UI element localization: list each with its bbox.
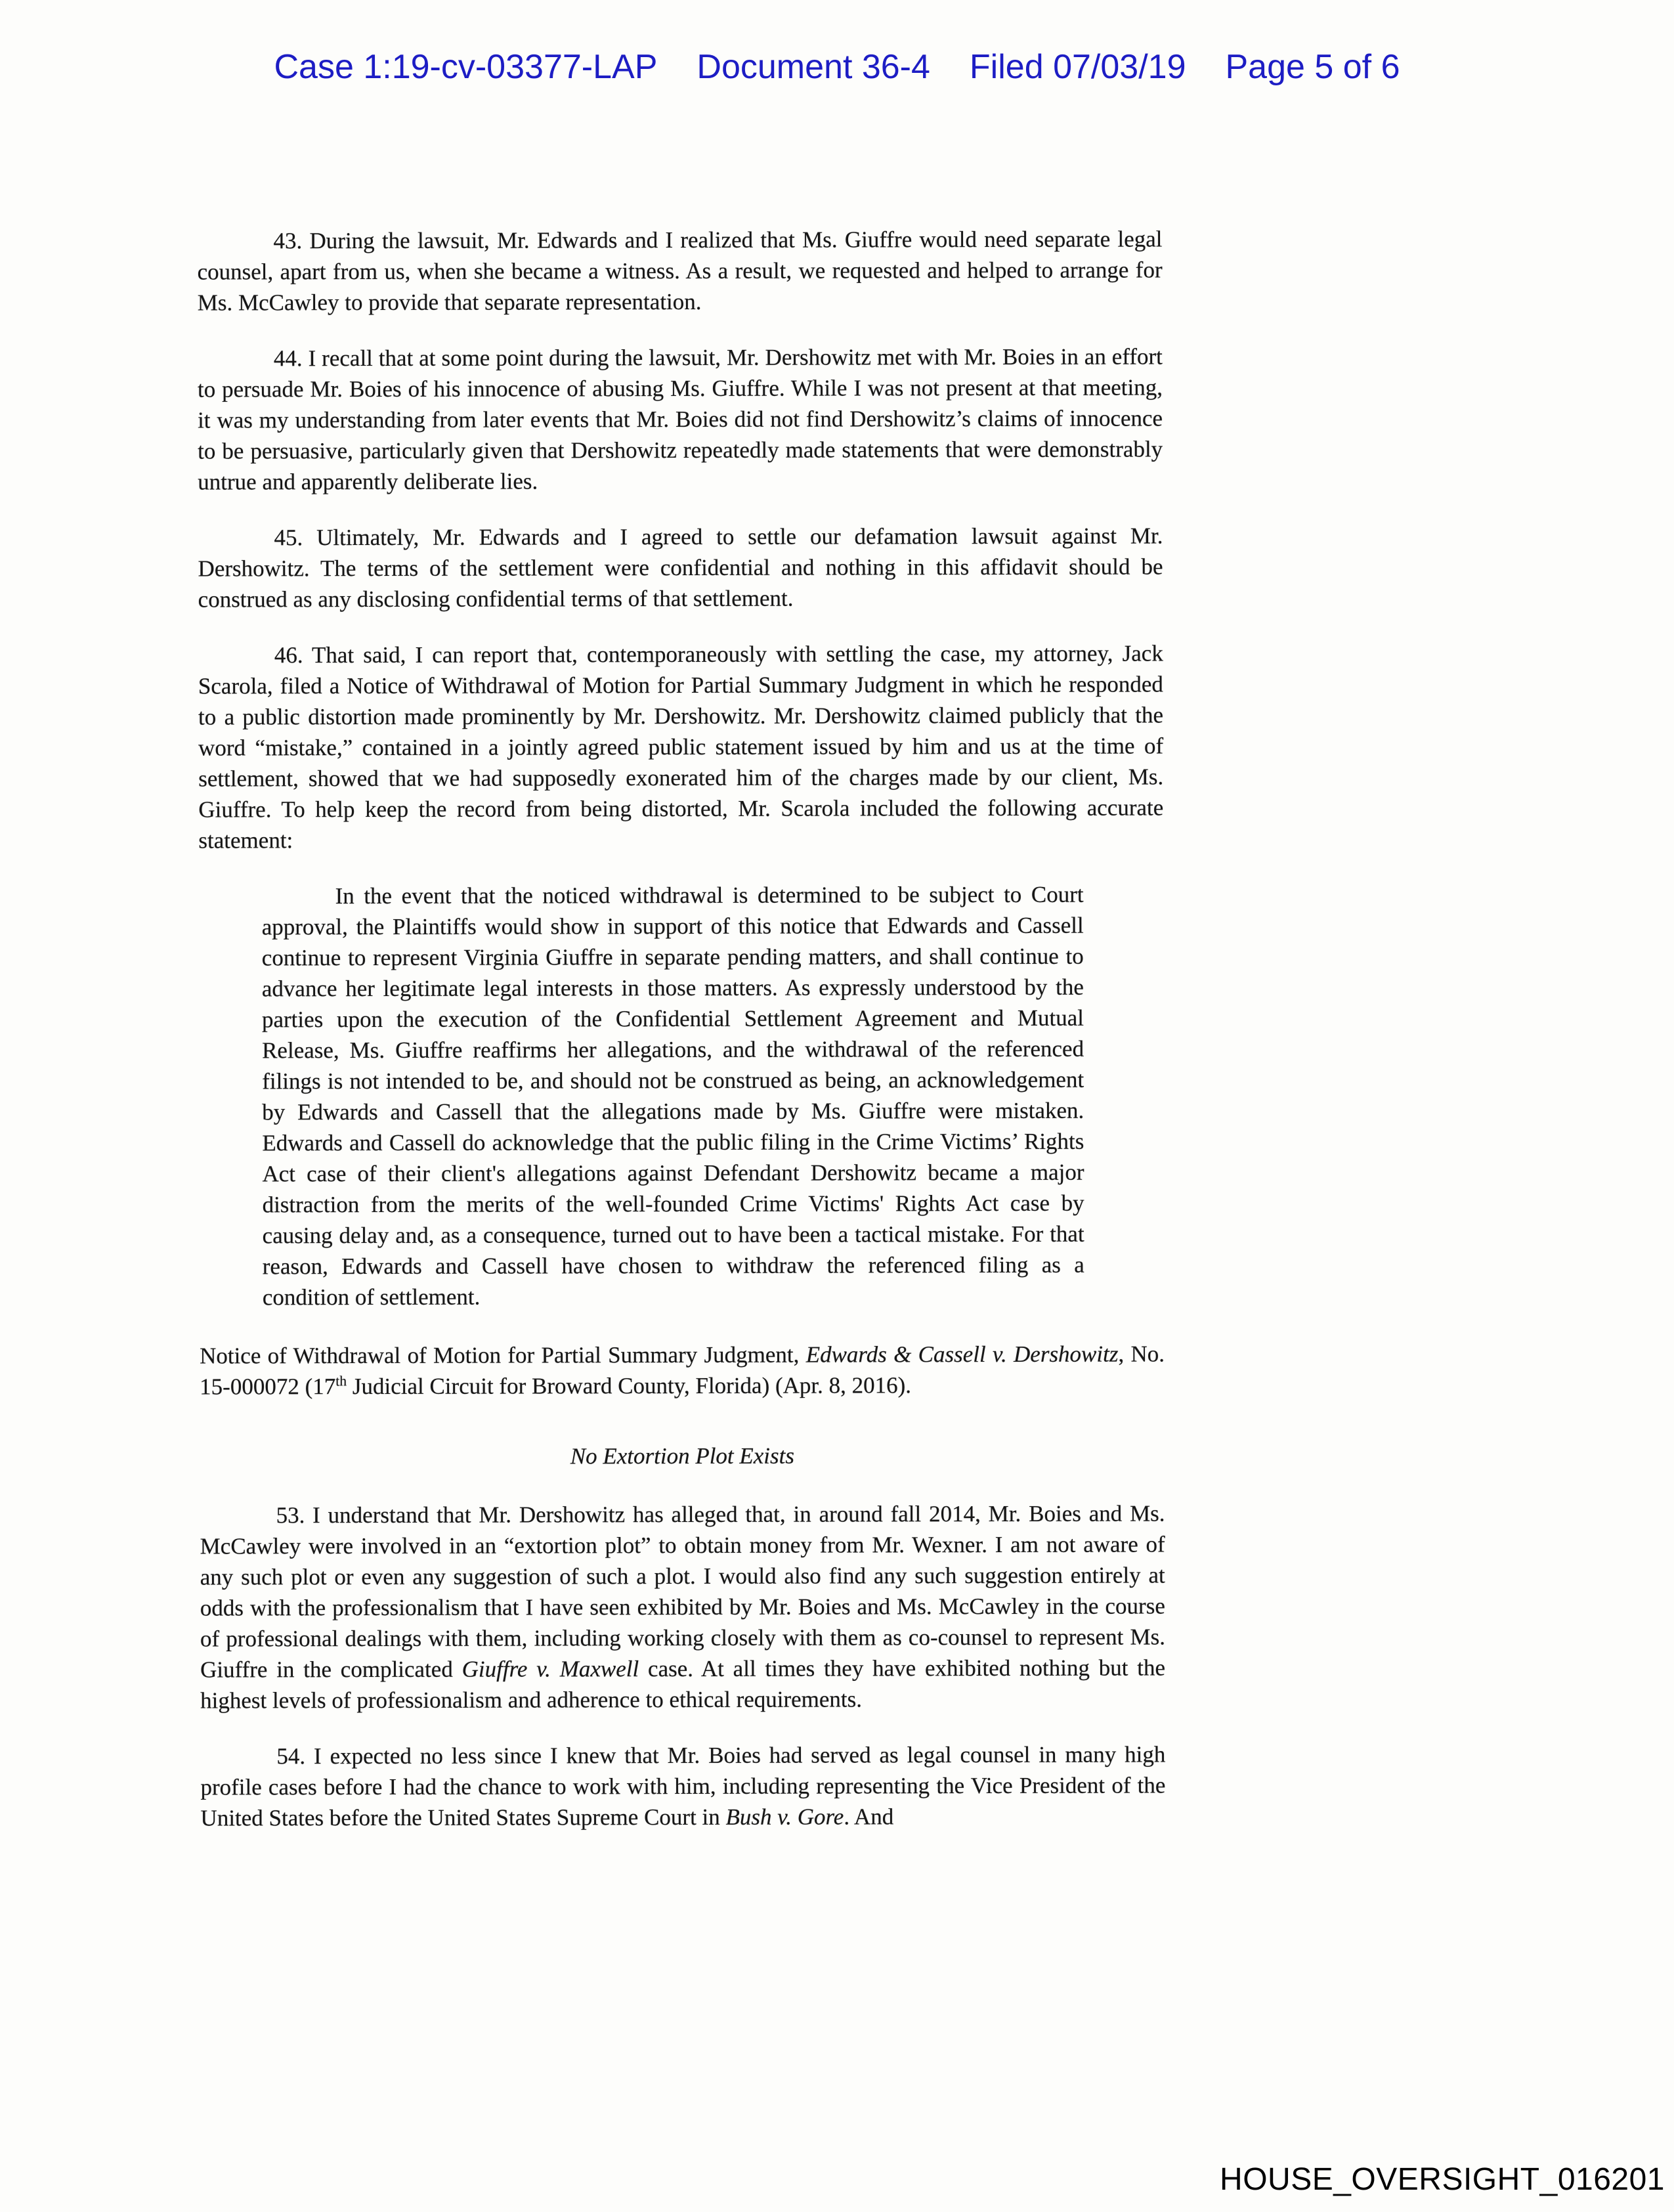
header-case-number: Case 1:19-cv-03377-LAP: [274, 48, 658, 86]
bates-number: HOUSE_OVERSIGHT_016201: [1220, 2162, 1665, 2197]
paragraph-46: 46. That said, I can report that, contemporaneously with settling the case, my attorney, Jack Scarola, filed a Notice of Withdrawal of Motion for Partial Summary Judgment in which he responded to a public distortion made prominently by Mr. Dershowitz. Mr. Dershowitz claimed publicly that the word “mistake,” contained in a jointly agreed public statement issued by him and us at the time of settlement, showed that we had supposedly exonerated him of the charges made by our client, Ms. Giuffre. To help keep the record from being distorted, Mr. Scarola included the following accurate statement:: [198, 640, 1164, 854]
header-document-number: Document 36-4: [697, 48, 930, 86]
paragraph-54-text: 54. I expected no less since I knew that Mr. Boies had served as legal counsel in many high profile cases before I had the chance to work with him, including representing the Vice President of the United States before the United States Supreme Court in: [200, 1741, 1166, 1831]
paragraph-45: 45. Ultimately, Mr. Edwards and I agreed to settle our defamation lawsuit against Mr. Dershowitz. The terms of the settlement were confidential and nothing in this affidavit should be construed as any disclosing confidential terms of that settlement.: [198, 523, 1163, 613]
bush-v-gore-case-name: Bush v. Gore: [725, 1804, 844, 1830]
affidavit-body: [197, 223, 1165, 1833]
paragraph-53-text: 53. I understand that Mr. Dershowitz has alleged that, in around fall 2014, Mr. Boies and Ms. McCawley were involved in an “extortion plot” to obtain money from Mr. Wexner. I am not aware of any such plot or even any suggestion of such a plot. I would also find any such suggestion entirely at odds with the professionalism that I have seen exhibited by Mr. Boies and Ms. McCawley in the course of professional dealings with them, including working closely with them as co-counsel to represent Ms. Giuffre in the complicated: [200, 1500, 1165, 1683]
paragraph-54: [200, 1739, 1165, 1833]
paragraph-44: 44. I recall that at some point during the lawsuit, Mr. Dershowitz met with Mr. Boies in an effort to persuade Mr. Boies of his innocence of abusing Ms. Giuffre. While I was not present at that meeting, it was my understanding from later events that Mr. Boies did not find Dershowitz’s claims of innocence to be persuasive, particularly given that Dershowitz repeatedly made statements that were demonstrably untrue and apparently deliberate lies.: [197, 343, 1163, 495]
paragraph-43: 43. During the lawsuit, Mr. Edwards and I realized that Ms. Giuffre would need separate legal counsel, apart from us, when she became a witness. As a result, we requested and helped to arrange for Ms. McCawley to provide that separate representation.: [197, 226, 1163, 316]
section-heading: No Extortion Plot Exists: [570, 1442, 795, 1469]
citation-case-name: Edwards & Cassell v. Dershowitz: [805, 1341, 1119, 1368]
citation-lead-text: Notice of Withdrawal of Motion for Partial Summary Judgment,: [200, 1341, 806, 1369]
paragraph-53-continued: case. At all times they have exhibited nothing but the highest levels of professionalism and adherence to ethical requirements.: [200, 1655, 1166, 1714]
giuffre-v-maxwell-case-name: Giuffre v. Maxwell: [461, 1656, 639, 1682]
settlement-statement-quote: In the event that the noticed withdrawal is determined to be subject to Court approval, the Plaintiffs would show in support of this notice that Edwards and Cassell continue to represent Virginia Giuffre in separate pending matters, and shall continue to advance her legitimate legal interests in those matters. As expressly understood by the parties upon the execution of the Confidential Settlement Agreement and Mutual Release, Ms. Giuffre reaffirms her allegations, and the withdrawal of the referenced filings is not intended to be, and should not be construed as being, an acknowledgement by Edwards and Cassell that the allegations made by Ms. Giuffre were mistaken. Edwards and Cassell do acknowledge that the public filing in the Crime Victims’ Rights Act case of their client's allegations against Defendant Dershowitz became a major distraction from the merits of the well-founded Crime Victims' Rights Act case by causing delay and, as a consequence, turned out to have been a tactical mistake. For that reason, Edwards and Cassell have chosen to withdraw the referenced filing as a condition of settlement.: [261, 881, 1084, 1311]
court-header-stamp: [0, 47, 1674, 87]
header-filed-date: Filed 07/03/19: [969, 48, 1186, 86]
citation-ordinal-suffix: th: [335, 1373, 347, 1389]
citation-court-date-text: Judicial Circuit for Broward County, Florida) (Apr. 8, 2016).: [347, 1372, 912, 1400]
paragraph-54-continued: . And: [844, 1804, 894, 1830]
header-page-number: Page 5 of 6: [1225, 48, 1400, 86]
case-citation: [200, 1338, 1165, 1402]
paragraph-53: [200, 1498, 1166, 1716]
citation-docket-text: , No. 15-000072 (17: [200, 1341, 1165, 1400]
